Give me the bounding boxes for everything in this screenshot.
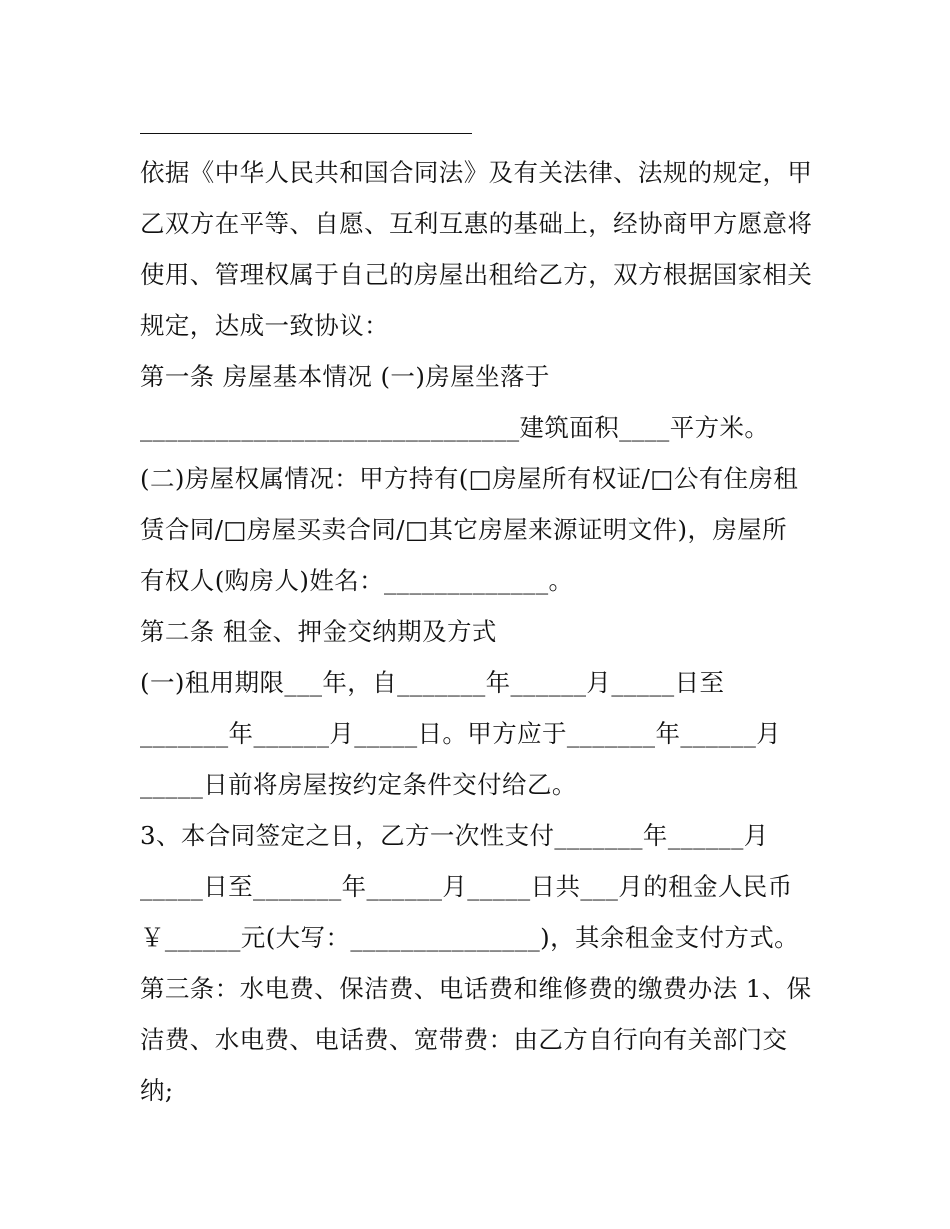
text-line: 乙双方在平等、自愿、互利互惠的基础上，经协商甲方愿意将: [140, 209, 813, 238]
text-line: 纳;: [140, 1076, 174, 1105]
text-line: ￥______元(大写：_______________)，其余租金支付方式。: [140, 923, 800, 952]
top-divider: [140, 133, 472, 134]
text-line: 赁合同/□房屋买卖合同/□其它房屋来源证明文件)，房屋所: [140, 515, 788, 544]
text-line: ______________________________建筑面积____平方米。: [140, 413, 770, 442]
text-line: _______年______月_____日。甲方应于_______年______月: [140, 719, 782, 748]
article-heading: 第三条：水电费、保洁费、电话费和维修费的缴费办法 1、保: [140, 974, 812, 1003]
text-line: (一)租用期限___年，自_______年______月_____日至: [140, 668, 725, 697]
text-line: _____日至_______年______月_____日共___月的租金人民币: [140, 872, 793, 901]
text-line: 规定，达成一致协议：: [140, 311, 389, 340]
text-line: 有权人(购房人)姓名：_____________。: [140, 566, 574, 595]
article-heading: 第二条 租金、押金交纳期及方式: [140, 617, 497, 646]
text-line: 3、本合同签定之日，乙方一次性支付_______年______月: [140, 821, 769, 850]
text-line: (二)房屋权属情况：甲方持有(□房屋所有权证/□公有住房租: [140, 464, 799, 493]
text-line: 依据《中华人民共和国合同法》及有关法律、法规的规定，甲: [140, 158, 813, 187]
text-line: 洁费、水电费、电话费、宽带费：由乙方自行向有关部门交: [140, 1025, 788, 1054]
text-line: _____日前将房屋按约定条件交付给乙。: [140, 770, 577, 799]
article-heading: 第一条 房屋基本情况 (一)房屋坐落于: [140, 362, 550, 391]
text-line: 使用、管理权属于自己的房屋出租给乙方，双方根据国家相关: [140, 260, 813, 289]
